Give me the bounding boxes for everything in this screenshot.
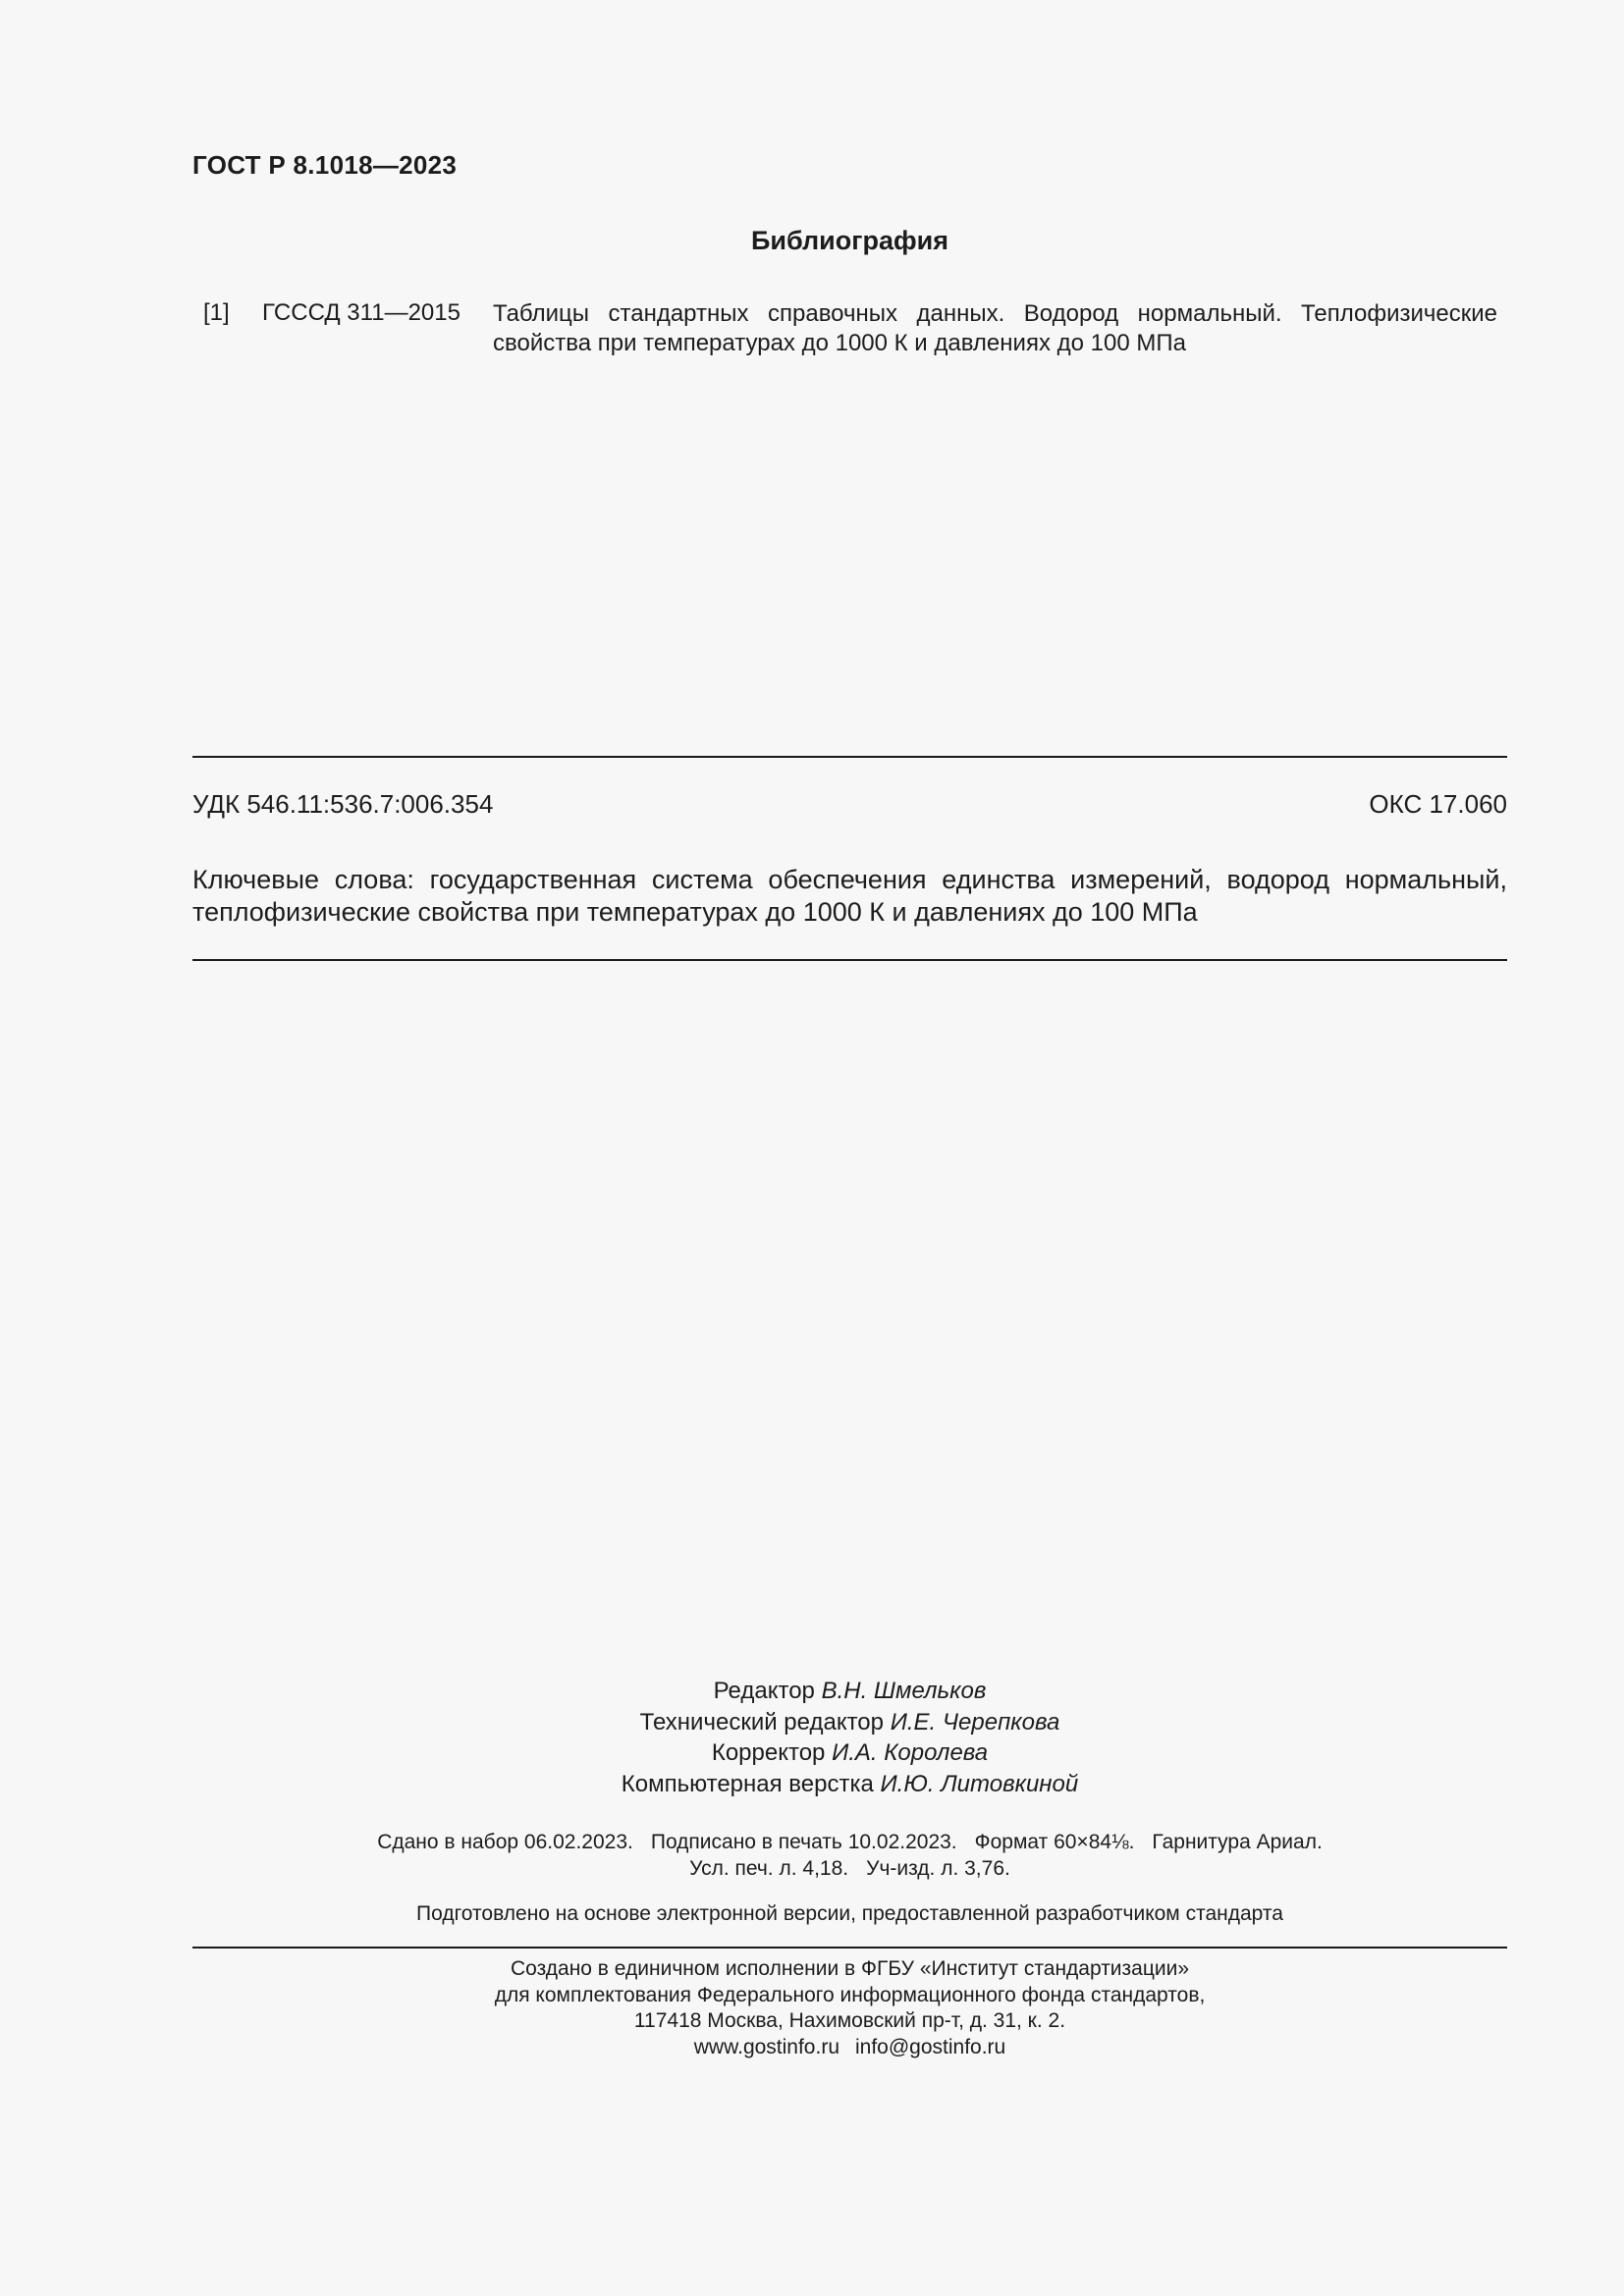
website-link[interactable]: www.gostinfo.ru xyxy=(693,2035,839,2058)
credit-role: Компьютерная верстка xyxy=(621,1770,874,1797)
credit-proofreader xyxy=(192,1737,1507,1769)
credit-person: И.Е. Черепкова xyxy=(890,1708,1060,1735)
prepared-note: Подготовлено на основе электронной версии, предоставленной разработчиком стандарта xyxy=(416,1902,1283,1925)
typeface: Гарнитура Ариал. xyxy=(1152,1831,1323,1853)
credit-technical-editor xyxy=(192,1707,1507,1738)
signed-date: Подписано в печать 10.02.2023. xyxy=(650,1831,957,1853)
credit-person: В.Н. Шмельков xyxy=(821,1678,987,1704)
print-info-line-2 xyxy=(192,1855,1507,1882)
publisher-line-1: Создано в единичном исполнении в ФГБУ «Институт стандартизации» xyxy=(510,1957,1190,1980)
credit-layout xyxy=(192,1769,1507,1800)
bibliography-entry-text: Таблицы стандартных справочных данных. Водород нормальный. Теплофизические свойства при температурах до 1000 К и давлениях до 100 МПа xyxy=(493,300,1497,356)
publisher-contacts xyxy=(192,2035,1507,2061)
email-link[interactable]: info@gostinfo.ru xyxy=(855,2035,1006,2058)
bibliography-entry-code: ГСССД 311—2015 xyxy=(262,299,460,326)
publisher-block xyxy=(192,1956,1507,2060)
credit-person: И.Ю. Литовкиной xyxy=(880,1770,1079,1797)
paper-format: Формат 60×84⅛. xyxy=(974,1831,1135,1853)
credit-role: Технический редактор xyxy=(639,1708,885,1735)
print-info xyxy=(192,1829,1507,1882)
publisher-address: 117418 Москва, Нахимовский пр-т, д. 31, к. 2. xyxy=(633,2009,1066,2032)
divider-top xyxy=(192,756,1507,758)
credit-editor xyxy=(192,1676,1507,1707)
bibliography-title: Библиография xyxy=(751,226,948,255)
publisher-line-2: для комплектования Федерального информационного фонда стандартов, xyxy=(494,1983,1206,2006)
udk-code: УДК 546.11:536.7:006.354 xyxy=(192,789,494,819)
divider-middle xyxy=(192,959,1507,961)
keywords-paragraph: Ключевые слова: государственная система обеспечения единства измерений, водород нормальный, теплофизические свойства при температурах до 1000 К и давлениях до 100 МПа xyxy=(192,865,1507,927)
print-sheets: Усл. печ. л. 4,18. xyxy=(689,1857,849,1880)
publication-sheets: Уч-изд. л. 3,76. xyxy=(866,1857,1010,1880)
credit-person: И.А. Королева xyxy=(832,1739,989,1766)
credit-role: Корректор xyxy=(711,1739,826,1766)
bibliography-entry-number: [1] xyxy=(203,299,230,326)
typeset-date: Сдано в набор 06.02.2023. xyxy=(377,1831,633,1853)
credit-role: Редактор xyxy=(713,1678,815,1704)
divider-bottom xyxy=(192,1947,1507,1949)
oks-code: ОКС 17.060 xyxy=(1369,789,1507,819)
document-code: ГОСТ Р 8.1018—2023 xyxy=(192,150,458,180)
print-info-line-1 xyxy=(192,1829,1507,1855)
credits-block xyxy=(192,1676,1507,1799)
